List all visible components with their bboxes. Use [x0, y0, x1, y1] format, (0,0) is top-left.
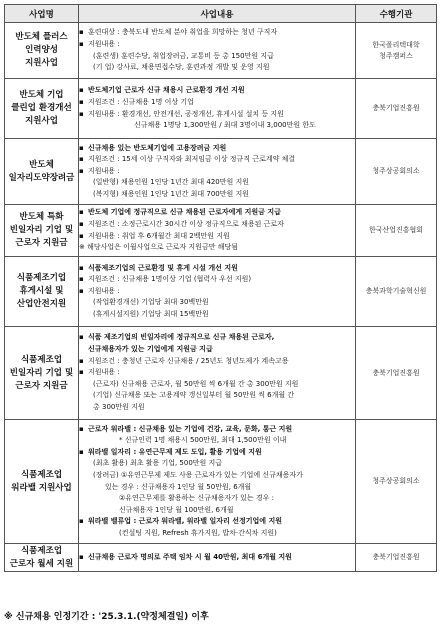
program-content — [79, 79, 356, 139]
table-row — [5, 79, 437, 139]
content-line: ▪ 워라밸 밸류업 : 근로자 워라밸, 워라밸 일자리 선정기업에 지원 — [79, 516, 355, 528]
content-line: (기 업) 강사료, 채용면접수당, 훈련과정 개발 및 운영 지원 — [93, 63, 270, 72]
content-line: ▪ 근로자 워라밸 : 신규채용 있는 기업에 건강, 교육, 문화, 통근 지원 — [79, 424, 355, 436]
content-line: ▪ 지원내용 : — [79, 39, 355, 51]
header-program-name: 사업명 — [5, 5, 79, 23]
program-name-text: 식품제조기업 휴게시설 및 산업안전지원 — [16, 273, 67, 309]
content-line: ▪ 워라밸 일자리 : 유연근무제 제도 도입, 활용 기업에 지원 — [79, 447, 355, 459]
content-line: ▪ 지원조건 : 신규채용 1명이상 기업 (협력사 우선 지원) — [79, 274, 355, 286]
content-line: ▪ 식품제조기업의 근로환경 및 휴게 시설 개선 지원 — [79, 263, 355, 275]
program-name — [5, 327, 79, 420]
content-line: (일반형) 채용인원 1인당 1년간 최대 420만원 지원 — [93, 178, 250, 187]
program-content — [79, 205, 356, 257]
table-row — [5, 139, 437, 205]
content-line: ▪ 지원조건 : 충청년 근로자 신규채용 / 25년도 청년도제가 계속고용 — [79, 356, 355, 368]
organization-text: 청주상공회의소 — [372, 167, 420, 175]
table-row — [5, 257, 437, 327]
program-name-text: 식품제조업 근로자 월세 지원 — [9, 545, 74, 569]
content-line: ▪ 지원내용 : 취업 후 6개월간 최대 2백만원 지원 — [79, 231, 355, 243]
content-line: ▪ 반도체기업 근로자 신규 채용시 근로환경 개선 지원 — [79, 85, 355, 97]
content-line: ▪ 지원내용 : — [79, 166, 355, 178]
content-line: (근로자) 신규채용 근로자, 월 50만원 씩 6개월 간 총 300만원 지원 — [93, 379, 299, 388]
program-name — [5, 544, 79, 572]
organization — [356, 420, 437, 544]
content-line: 있는 경우 : 신규채용자 1인당 월 50만원, 6개월 — [105, 482, 252, 491]
program-name-text: 반도체 일자리도약장려금 — [8, 159, 75, 183]
content-line: ▪ 신규채용 근로자 명의로 주택 임차 시 월 40만원, 최대 6개월 지원 — [79, 552, 355, 564]
content-line: (컨설팅 지원, Refresh 휴가지원, 밥차·간식차 지원) — [119, 528, 277, 537]
organization — [356, 327, 437, 420]
table-row — [5, 23, 437, 79]
content-line: (휴게시설지원) 기업당 최대 15백만원 — [93, 309, 209, 318]
table-header-row — [5, 5, 437, 23]
program-content — [79, 544, 356, 572]
content-line: (작업환경개선) 기업당 최대 30백만원 — [93, 298, 209, 307]
program-name — [5, 420, 79, 544]
organization — [356, 139, 437, 205]
content-line: ②유연근무제를 활용하는 신규채용자가 있는 경우 : — [119, 494, 274, 503]
organization-text: 충북기업진흥원 — [372, 104, 420, 112]
table-row — [5, 205, 437, 257]
header-program-content: 사업내용 — [79, 5, 356, 23]
content-line: ▪ 훈련대상 : 충북도내 반도체 분야 취업을 희망하는 청년 구직자 — [79, 27, 355, 39]
program-content — [79, 23, 356, 79]
content-line: (장려금) ①유연근무제 제도 사용 근로자가 있는 기업에 신규채용자가 — [93, 470, 303, 479]
content-note: ※ 해당사업은 이월사업으로 근로자 지원금만 해당됨 — [79, 243, 238, 252]
organization — [356, 205, 437, 257]
program-content — [79, 420, 356, 544]
content-line: ▪ 신규채용 있는 반도체기업에 고용장려금 지원 — [79, 143, 355, 155]
program-name-text: 반도체 특화 빈일자리 기업 및 근로자 지원금 — [9, 212, 74, 248]
organization — [356, 544, 437, 572]
organization — [356, 23, 437, 79]
table-row — [5, 420, 437, 544]
program-name-text: 식품제조업 빈일자리 기업 및 근로자 지원금 — [9, 354, 74, 391]
content-line: (훈련생) 훈련수당, 취업장려금, 교통비 등 총 150만원 지급 — [93, 51, 274, 60]
content-line: ▪ 반도체 기업에 정규직으로 신규 채용된 근로자에게 지원금 지급 — [79, 207, 355, 219]
content-line: 신규채용자 1인당 월 100만원, 6개월 — [119, 505, 234, 514]
content-line: * 신규인력 1명 채용시 500만원, 최대 1,500만원 이내 — [119, 436, 287, 445]
content-line: (기업) 신규채용 또는 고용계약 갱신일부터 월 50만원 씩 6개월 간 — [93, 391, 295, 400]
organization-text: 한국산업진흥협회 — [368, 226, 424, 234]
program-name — [5, 257, 79, 327]
table-row — [5, 327, 437, 420]
program-name-text: 반도체 플러스 인력양성 지원사업 — [15, 32, 68, 68]
header-organization: 수행기관 — [356, 5, 437, 23]
organization — [356, 79, 437, 139]
content-line: (최초 활용) 최초 활용 기업, 500만원 지급 — [93, 459, 223, 468]
content-line: 신규채용 1명당 1,300만원 / 최대 3명이내 3,000만원 한도 — [134, 121, 316, 130]
content-line: ▪ 지원조건 : 15세 이상 구직자와 최저임금 이상 정규직 근로계약 체결 — [79, 154, 355, 166]
content-line: 총 300만원 지원 — [93, 402, 145, 411]
program-table — [4, 4, 437, 572]
program-name — [5, 79, 79, 139]
content-line: ▪ 지원내용 : — [79, 367, 355, 379]
program-content — [79, 327, 356, 420]
content-line: 신규채용자가 있는 기업에게 지원금 지급 — [88, 345, 213, 354]
organization-text: 충북과학기술혁신원 — [365, 287, 427, 295]
program-name — [5, 23, 79, 79]
content-line: ▪ 식품 제조기업의 빈일자리에 정규직으로 신규 채용된 근로자, — [79, 332, 355, 344]
organization-text: 충북기업진흥원 — [372, 368, 420, 377]
program-name-text: 식품제조업 워라밸 지원사업 — [11, 469, 72, 493]
program-name — [5, 139, 79, 205]
content-line: ▪ 지원조건 : 신규채용 1명 이상 기업 — [79, 97, 355, 109]
content-line: ▪ 지원내용 : — [79, 286, 355, 298]
program-name-text: 반도체 기업 클린업 환경개선 지원사업 — [11, 90, 72, 126]
footer-note: ※ 신규채용 인정기간 : '25.3.1.(약정체결일) 이후 — [4, 612, 209, 622]
organization-text: 충북기업진흥원 — [372, 553, 420, 561]
organization-text: 청주상공회의소 — [372, 477, 420, 485]
organization — [356, 257, 437, 327]
program-name — [5, 205, 79, 257]
content-line: (복지형) 채용인원 1인당 1년간 최대 700만원 지원 — [93, 189, 250, 198]
organization-text: 한국폴리텍대학 청주캠퍼스 — [372, 40, 420, 60]
table-row — [5, 544, 437, 572]
content-line: ▪ 지원조건 : 소정근로시간 30시간 이상 정규직으로 채용된 근로자 — [79, 219, 355, 231]
program-content — [79, 257, 356, 327]
program-content — [79, 139, 356, 205]
content-line: ▪ 지원내용 : 환경개선, 안전개선, 공정개선, 휴게시설 설치 등 지원 — [79, 109, 355, 121]
